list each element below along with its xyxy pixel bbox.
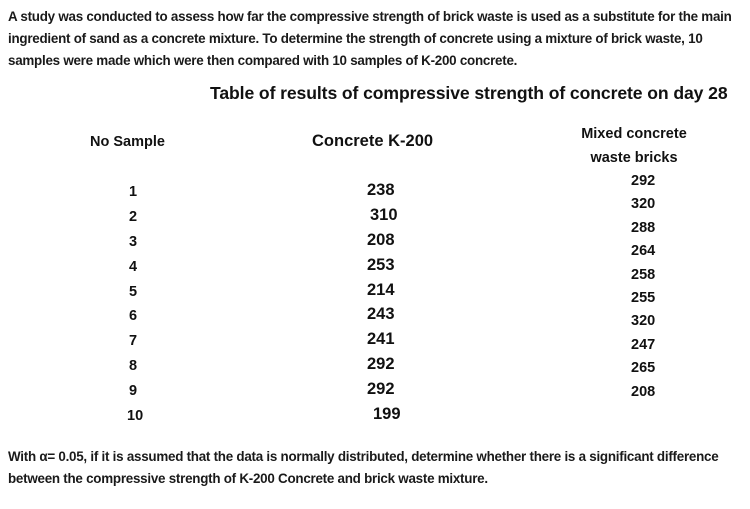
k200-value: 292 (367, 355, 395, 374)
k200-value: 238 (367, 181, 395, 199)
sample-number: 4 (129, 258, 138, 275)
sample-number: 10 (127, 408, 144, 425)
k200-value: 208 (367, 230, 395, 249)
mixed-value: 265 (631, 360, 656, 377)
header-mixed-concrete (572, 122, 696, 170)
k200-value: 310 (370, 205, 398, 224)
mixed-value: 264 (631, 243, 656, 260)
sample-number: 2 (129, 208, 138, 225)
k200-value-column (367, 178, 401, 427)
mixed-value: 292 (631, 173, 656, 189)
header-no-sample: No Sample (90, 134, 165, 150)
sample-number: 6 (129, 308, 138, 325)
mixed-value-column (631, 170, 655, 404)
mixed-value: 255 (631, 289, 656, 306)
k200-value: 214 (367, 280, 395, 299)
sample-number-column (129, 180, 143, 429)
k200-value: 241 (367, 330, 395, 349)
sample-number: 9 (129, 383, 138, 400)
mixed-value: 288 (631, 219, 656, 236)
sample-number: 8 (129, 358, 138, 375)
sample-number: 3 (129, 233, 138, 250)
k200-value: 243 (367, 305, 395, 324)
header-mixed-line2: waste bricks (590, 150, 678, 166)
sample-number: 7 (129, 333, 138, 350)
k200-value: 199 (373, 405, 401, 424)
k200-value: 253 (367, 255, 395, 274)
mixed-value: 320 (631, 313, 656, 330)
k200-value: 292 (367, 380, 395, 399)
mixed-value: 258 (631, 266, 656, 283)
mixed-value: 208 (631, 383, 656, 400)
sample-number: 1 (129, 184, 138, 200)
mixed-value: 320 (631, 196, 656, 213)
sample-number: 5 (129, 283, 138, 300)
mixed-value: 247 (631, 336, 656, 353)
intro-paragraph: A study was conducted to assess how far the compressive strength of brick waste is used as a substitute for the main ingredient of sand as a concrete mixture. To determine the strength of concrete using a mixture of brick waste, 10 samples were made which were then compared with 10 samples of K-200 concrete. (8, 9, 732, 68)
question-paragraph: With α= 0.05, if it is assumed that the data is normally distributed, determine whether there is a significant difference between the compressive strength of K-200 Concrete and brick waste mixture. (8, 449, 719, 486)
table-title: Table of results of compressive strength of concrete on day 28 (210, 83, 728, 103)
header-concrete-k200: Concrete K-200 (312, 132, 434, 150)
header-mixed-line1: Mixed concrete (581, 126, 687, 142)
